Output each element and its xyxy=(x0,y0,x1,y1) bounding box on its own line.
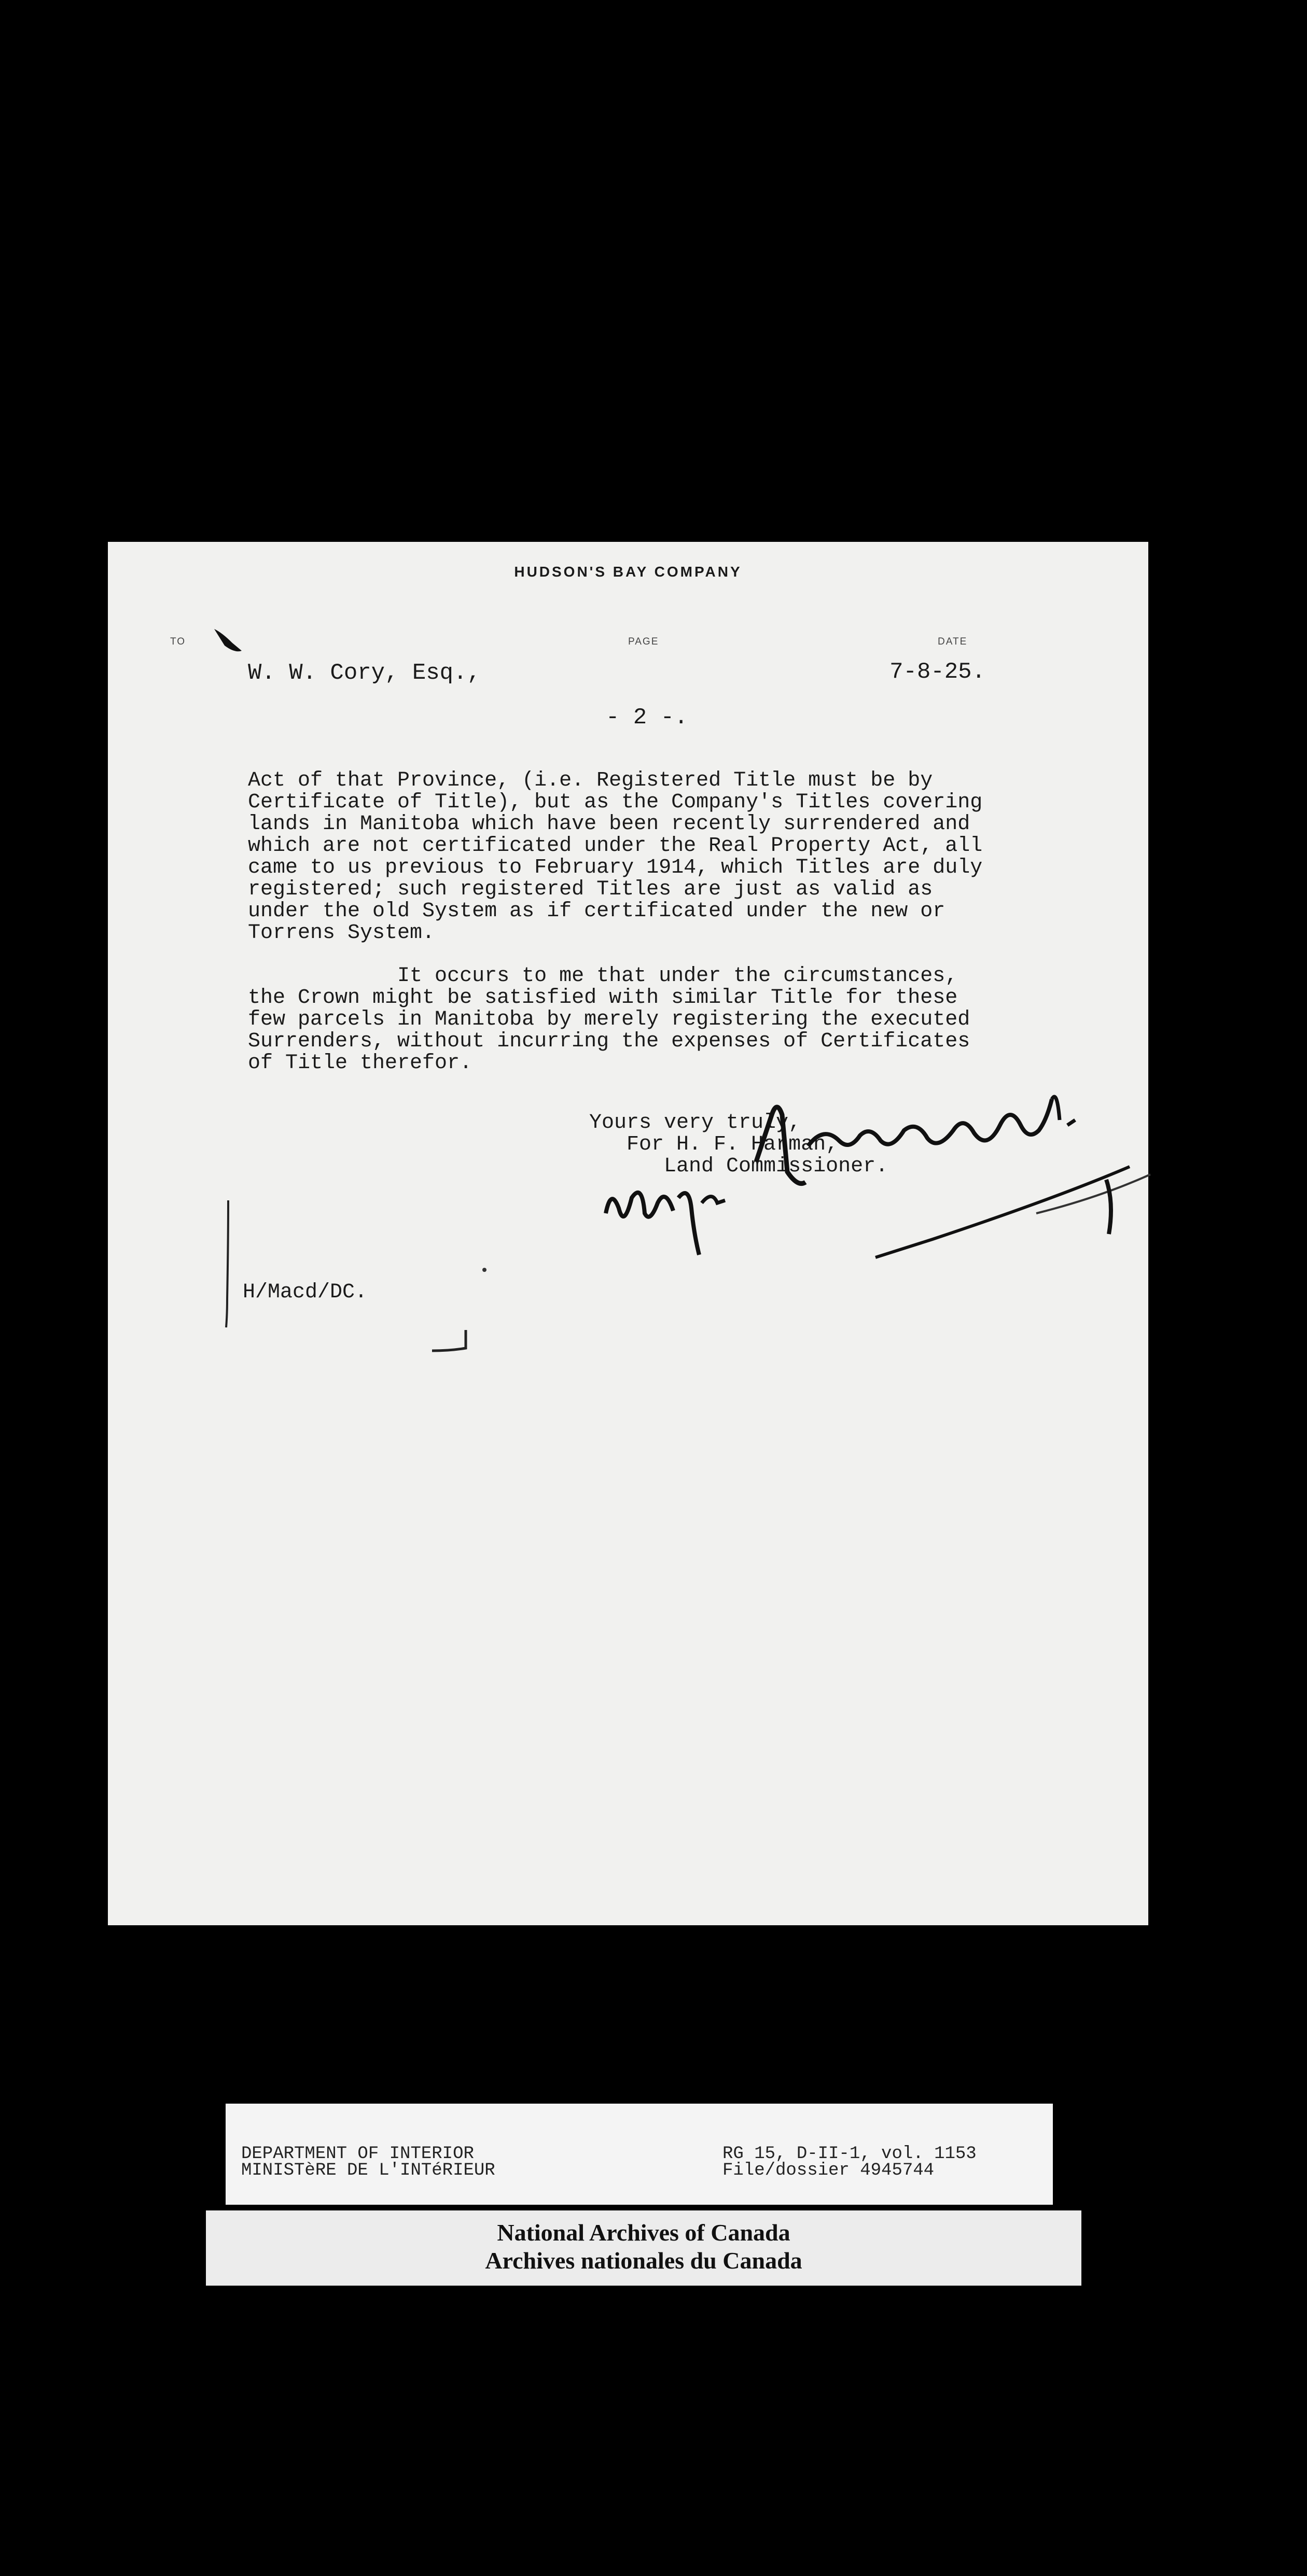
archives-name-english: National Archives of Canada xyxy=(497,2219,790,2246)
file-number: File/dossier 4945744 xyxy=(722,2161,935,2180)
department-french: MINISTèRE DE L'INTéRIEUR xyxy=(241,2161,495,2180)
archives-name-french: Archives nationales du Canada xyxy=(485,2247,802,2274)
archives-name-label xyxy=(206,2210,1081,2286)
body-paragraph-2: It occurs to me that under the circumstances, the Crown might be satisfied with similar Title for these few parcels in Manitoba by merely registering the executed Surrenders, without incurring the expenses of Certificates of Title therefor. xyxy=(248,964,970,1075)
department-english: DEPARTMENT OF INTERIOR xyxy=(241,2144,474,2164)
page-number: - 2 -. xyxy=(606,705,688,731)
archive-reference-label xyxy=(226,2104,1053,2205)
letter-page xyxy=(108,542,1148,1925)
margin-bracket-line xyxy=(226,1200,228,1327)
closing-block: Yours very truly, For H. F. Harman, Land Commissioner. xyxy=(589,1111,888,1178)
addressee: W. W. Cory, Esq., xyxy=(248,660,481,686)
body-paragraph-1: Act of that Province, (i.e. Registered Title must be by Certificate of Title), but as the Company's Titles covering lands in Manitoba which have been recently surrendered and which are not certificated under the Real Property Act, all came to us previous to February 1914, which Titles are duly registered; such registered Titles are just as valid as under the old System as if certificated under the new or Torrens System. xyxy=(248,769,983,945)
ink-blot-mark xyxy=(214,629,242,651)
ink-dot xyxy=(482,1268,486,1272)
letter-date: 7-8-25. xyxy=(889,659,985,685)
to-label: TO xyxy=(170,636,186,647)
margin-check-mark xyxy=(432,1330,466,1351)
page-label: PAGE xyxy=(628,636,659,647)
record-group-reference: RG 15, D-II-1, vol. 1153 xyxy=(722,2144,977,2164)
reference-initials: H/Macd/DC. xyxy=(243,1281,368,1304)
handwritten-signature xyxy=(601,1068,1161,1296)
letterhead: HUDSON'S BAY COMPANY xyxy=(514,564,742,580)
date-label: DATE xyxy=(938,636,968,647)
